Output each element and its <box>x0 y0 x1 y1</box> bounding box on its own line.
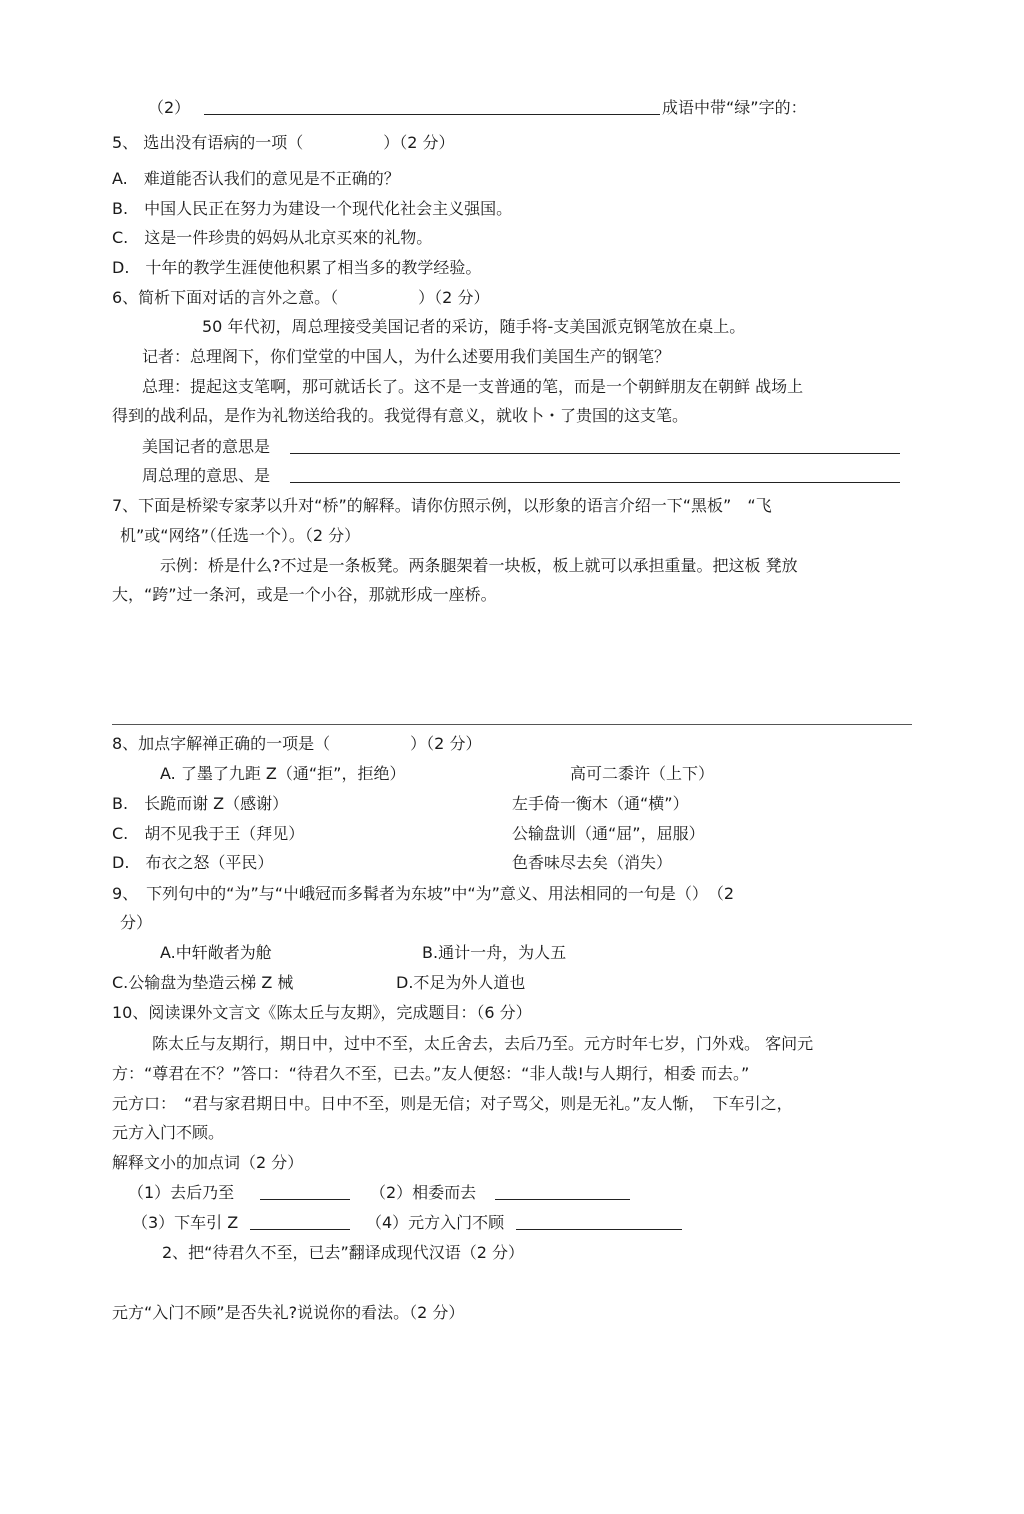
q8-option-d-right: 色香味尽去矣（消失） <box>512 853 673 872</box>
section-divider <box>112 724 912 725</box>
q4-item2-number: （2） <box>148 98 191 117</box>
q9-option-d: D.不足为外人道也 <box>396 973 526 992</box>
q10-stem: 10、阅读课外文言文《陈太丘与友期》，完成题目：（6 分） <box>112 1003 532 1022</box>
q10-text-line2: 方：“尊君在不？”答口：“待君久不至，已去。”友人便怒：“非人哉!与人期行，相委 而去。” <box>112 1064 750 1083</box>
q10-item3-label: （3）下车引 Z <box>132 1213 239 1232</box>
q6-passage-line3: 总理：提起这支笔啊，那可就话长了。这不是一支普通的笔，而是一个朝鲜朋友在朝鲜 战场上 <box>142 377 804 396</box>
q6-stem: 6、简析下面对话的言外之意。（ ）（2 分） <box>112 288 490 307</box>
q5-option-a: A. 难道能否认我们的意见是不正确的？ <box>112 169 400 188</box>
q4-item2-label: 成语中带“绿”字的： <box>662 98 807 117</box>
q10-text-line4: 元方入门不顾。 <box>112 1123 225 1142</box>
q6-answer2-blank[interactable] <box>290 466 900 483</box>
q10-item4-blank[interactable] <box>516 1213 682 1230</box>
q10-item2-blank[interactable] <box>495 1183 630 1200</box>
q7-example-line1: 示例：桥是什么?不过是一条板凳。两条腿架着一块板，板上就可以承担重量。把这板 凳放 <box>160 556 798 575</box>
q7-example-line2: 大，“跨”过一条河，或是一个小谷，那就形成一座桥。 <box>112 585 497 604</box>
q10-item3-blank[interactable] <box>250 1213 350 1230</box>
q6-passage-line1: 50 年代初，周总理接受美国记者的采访，随手将-支美国派克钢笔放在桌上。 <box>202 317 746 336</box>
q6-answer2-label: 周总理的意思、是 <box>142 466 271 485</box>
q10-item2-label: （2）相委而去 <box>370 1183 477 1202</box>
q6-passage-line2: 记者：总理阁下，你们堂堂的中国人，为什么述要用我们美国生产的钢笔？ <box>142 347 671 366</box>
q6-answer1-blank[interactable] <box>290 437 900 454</box>
q4-item2-blank[interactable] <box>204 98 660 115</box>
q5-option-d: D. 十年的教学生涯使他积累了相当多的教学经验。 <box>112 258 482 277</box>
q9-stem-line2: 分） <box>120 913 153 932</box>
q7-stem-line2: 机”或“网络”（任选一个）。（2 分） <box>120 526 361 545</box>
q8-option-b-right: 左手倚一衡木（通“横”） <box>512 794 689 813</box>
q10-item4-label: （4）元方入门不顾 <box>366 1213 505 1232</box>
q8-option-a-right: 高可二黍许（上下） <box>570 764 715 783</box>
q10-item1-label: （1）去后乃至 <box>128 1183 235 1202</box>
q10-sub3-heading: 元方“入门不顾”是否失礼?说说你的看法。（2 分） <box>112 1303 465 1322</box>
q10-sub2-heading: 2、把“待君久不至，已去”翻译成现代汉语（2 分） <box>162 1243 525 1262</box>
q8-option-c-left: C. 胡不见我于王（拜见） <box>112 824 305 843</box>
q8-option-d-left: D. 布衣之怒（平民） <box>112 853 274 872</box>
q5-option-b: B. 中国人民正在努力为建设一个现代化社会主义强国。 <box>112 199 513 218</box>
q8-stem: 8、加点字解禅正确的一项是（ ）（2 分） <box>112 734 482 753</box>
q6-answer1-label: 美国记者的意思是 <box>142 437 271 456</box>
q9-option-b: B.通计一舟，为人五 <box>422 943 567 962</box>
q9-option-a: A.中轩敞者为舱 <box>160 943 272 962</box>
q5-option-c: C. 这是一件珍贵的妈妈从北京买來的礼物。 <box>112 228 433 247</box>
q10-text-line3: 元方口： “君与家君期日中。日中不至，则是无信；对子骂父，则是无礼。”友人惭， 下车引之， <box>112 1094 793 1113</box>
q9-stem-line1: 9、 下列句中的“为”与“屮峨冠而多髯者为东坡”中“为”意义、用法相同的一句是（） （2 <box>112 884 735 903</box>
q6-passage-line4: 得到的战利品，是作为礼物送给我的。我觉得有意义，就收卜・了贵国的这支笔。 <box>112 406 689 425</box>
q10-item1-blank[interactable] <box>260 1183 350 1200</box>
q7-stem-line1: 7、下面是桥梁专家茅以升对“桥”的解释。请你仿照示例，以形象的语言介绍一下“黑板” “飞 <box>112 496 772 515</box>
q5-stem: 5、 选出没有语病的一项（ ）（2 分） <box>112 133 455 152</box>
q8-option-b-left: B. 长跪而谢 Z（感谢） <box>112 794 289 813</box>
q10-text-line1: 陈太丘与友期行，期日中，过中不至，太丘舍去，去后乃至。元方时年七岁，门外戏。 客问元 <box>152 1034 814 1053</box>
q10-sub1-heading: 解释文小的加点词（2 分） <box>112 1153 304 1172</box>
q9-option-c: C.公输盘为垫造云梯 Z 械 <box>112 973 294 992</box>
q8-option-a-left: A. 了墨了九距 Z（通“拒”，拒绝） <box>160 764 406 783</box>
q8-option-c-right: 公输盘训（通“屈”，屈服） <box>512 824 705 843</box>
